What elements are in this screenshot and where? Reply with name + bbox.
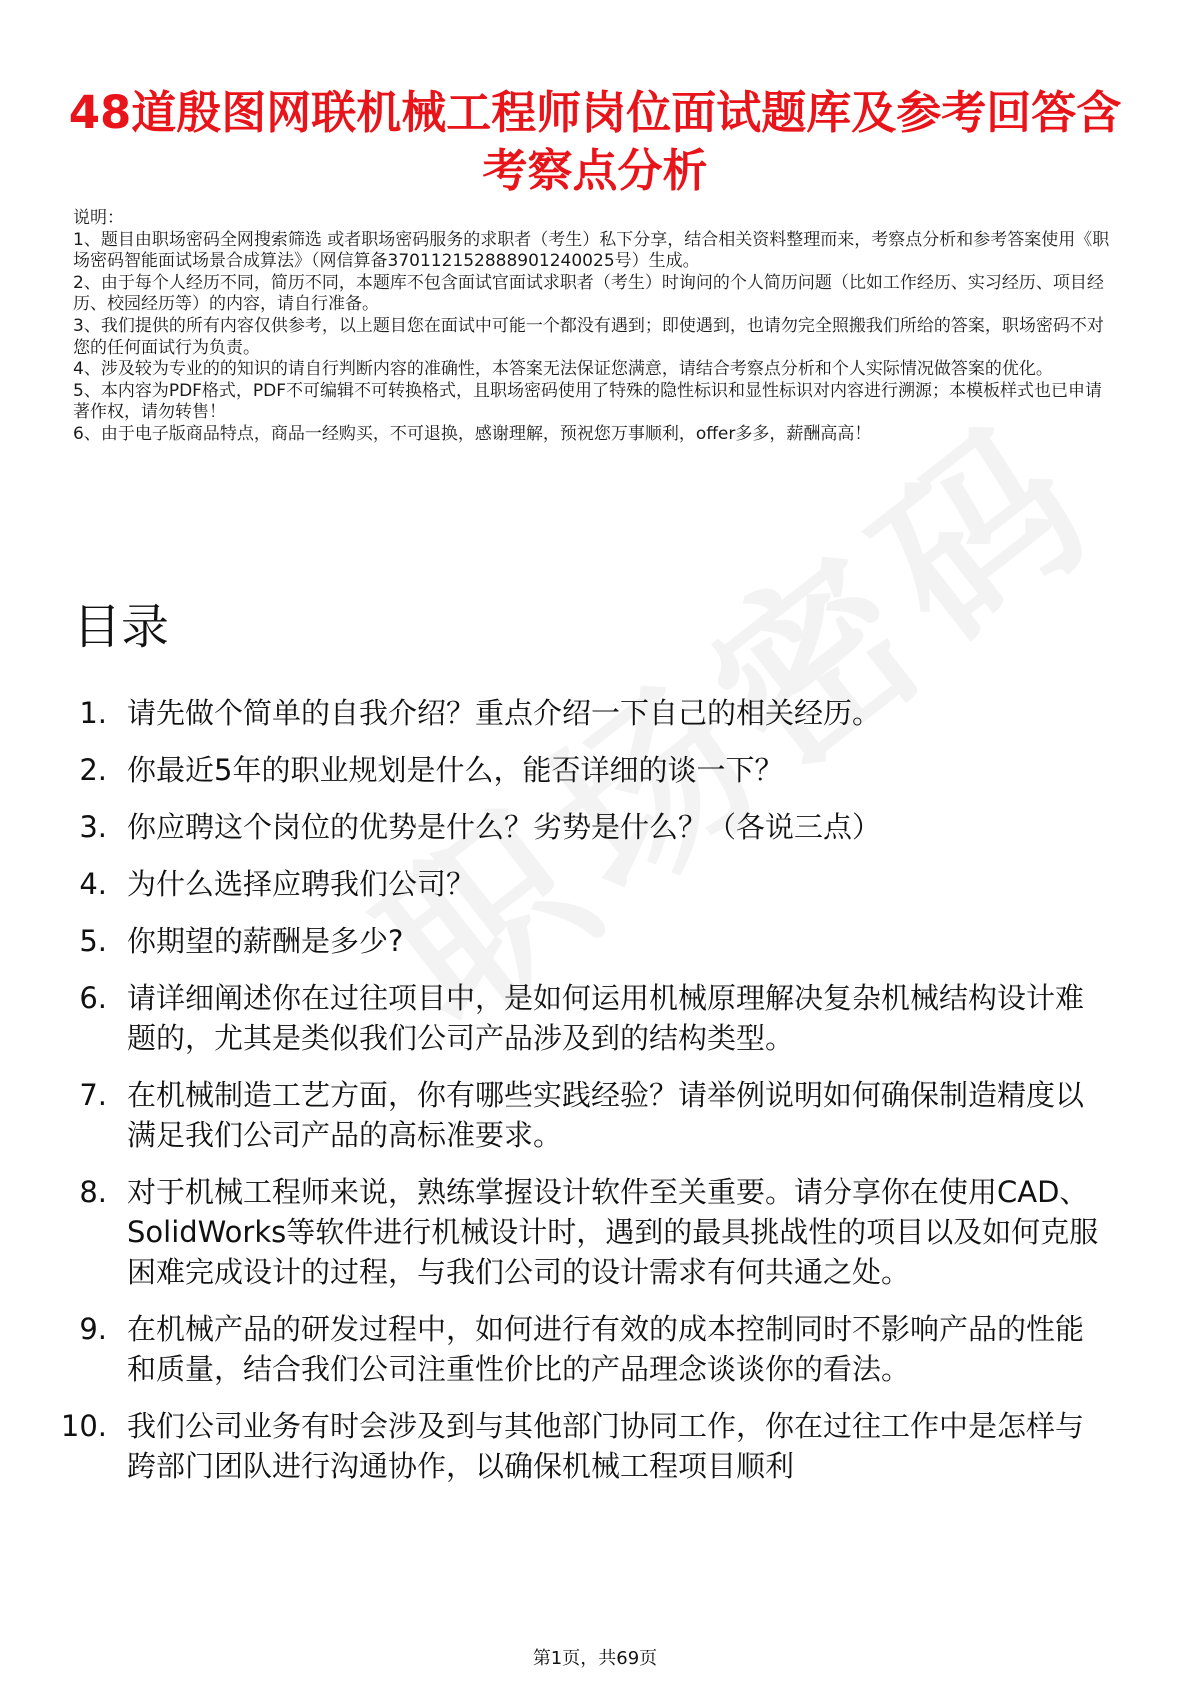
note-item: 5、本内容为PDF格式，PDF不可编辑不可转换格式，且职场密码使用了特殊的隐性标识和显性标识对内容进行溯源；本模板样式也已申请著作权，请勿转售！	[73, 380, 1103, 423]
note-item: 4、涉及较为专业的的知识的请自行判断内容的准确性，本答案无法保证您满意，请结合考察点分析和个人实际情况做答案的优化。	[73, 359, 1053, 380]
toc-item-number: 1.	[79, 696, 107, 730]
toc-item-text: 我们公司业务有时会涉及到与其他部门协同工作，你在过往工作中是怎样与跨部门团队进行沟通协作，以确保机械工程项目顺利	[127, 1409, 1085, 1483]
toc-item[interactable]	[0, 921, 1190, 961]
toc-item-text: 请详细阐述你在过往项目中，是如何运用机械原理解决复杂机械结构设计难题的，尤其是类似我们公司产品涉及到的结构类型。	[127, 981, 1085, 1055]
toc-item[interactable]	[0, 1172, 1190, 1292]
toc-item-text: 你最近5年的职业规划是什么，能否详细的谈一下？	[127, 753, 784, 787]
toc-item[interactable]	[0, 1309, 1190, 1389]
toc-item-text: 对于机械工程师来说，熟练掌握设计软件至关重要。请分享你在使用CAD、SolidWorks等软件进行机械设计时，遇到的最具挑战性的项目以及如何克服困难完成设计的过程，与我们公司的设计需求有何共通之处。	[127, 1175, 1099, 1289]
toc-item[interactable]	[0, 750, 1190, 790]
toc-item-number: 10.	[60, 1409, 107, 1443]
toc-item-number: 7.	[79, 1078, 107, 1112]
toc-item[interactable]	[0, 978, 1190, 1058]
toc-item-text: 你期望的薪酬是多少?	[127, 924, 404, 958]
toc-item[interactable]	[0, 693, 1190, 733]
note-item: 1、题目由职场密码全网搜索筛选 或者职场密码服务的求职者（考生）私下分享，结合相关资料整理而来，考察点分析和参考答案使用《职场密码智能面试场景合成算法》（网信算备370112152888901240025号）生成。	[73, 229, 1110, 272]
toc-heading: 目录	[73, 599, 170, 655]
toc-item-text: 在机械产品的研发过程中，如何进行有效的成本控制同时不影响产品的性能和质量，结合我们公司注重性价比的产品理念谈谈你的看法。	[127, 1312, 1085, 1386]
toc-item-number: 2.	[79, 753, 107, 787]
toc-item[interactable]	[0, 1075, 1190, 1155]
toc-item-number: 5.	[79, 924, 107, 958]
toc-item-text: 你应聘这个岗位的优势是什么？劣势是什么？（各说三点）	[127, 810, 882, 844]
toc-item[interactable]	[0, 807, 1190, 847]
toc-item-text: 在机械制造工艺方面，你有哪些实践经验？请举例说明如何确保制造精度以满足我们公司产品的高标准要求。	[127, 1078, 1085, 1152]
toc-item-number: 8.	[79, 1175, 107, 1209]
toc-item-text: 为什么选择应聘我们公司？	[127, 867, 476, 901]
toc-item-number: 3.	[79, 810, 107, 844]
note-item: 6、由于电子版商品特点，商品一经购买，不可退换，感谢理解，预祝您万事顺利，offer多多，薪酬高高！	[73, 423, 872, 444]
notes-section	[73, 208, 1118, 446]
notes-heading: 说明：	[73, 208, 124, 228]
toc-item-text: 请先做个简单的自我介绍？重点介绍一下自己的相关经历。	[127, 696, 882, 730]
note-item: 2、由于每个人经历不同，简历不同，本题库不包含面试官面试求职者（考生）时询问的个人简历问题（比如工作经历、实习经历、项目经历、校园经历等）的内容，请自行准备。	[73, 272, 1104, 315]
toc-item-number: 9.	[79, 1312, 107, 1346]
page-title: 48道殷图网联机械工程师岗位面试题库及参考回答含考察点分析	[68, 86, 1122, 198]
toc-item[interactable]	[0, 1406, 1190, 1486]
toc-item[interactable]	[0, 864, 1190, 904]
toc-item-number: 6.	[79, 981, 107, 1015]
toc-list	[0, 693, 1190, 1503]
toc-item-number: 4.	[79, 867, 107, 901]
note-item: 3、我们提供的所有内容仅供参考，以上题目您在面试中可能一个都没有遇到；即使遇到，也请勿完全照搬我们所给的答案，职场密码不对您的任何面试行为负责。	[73, 315, 1104, 358]
page-footer: 第1页，共69页	[532, 1648, 658, 1669]
